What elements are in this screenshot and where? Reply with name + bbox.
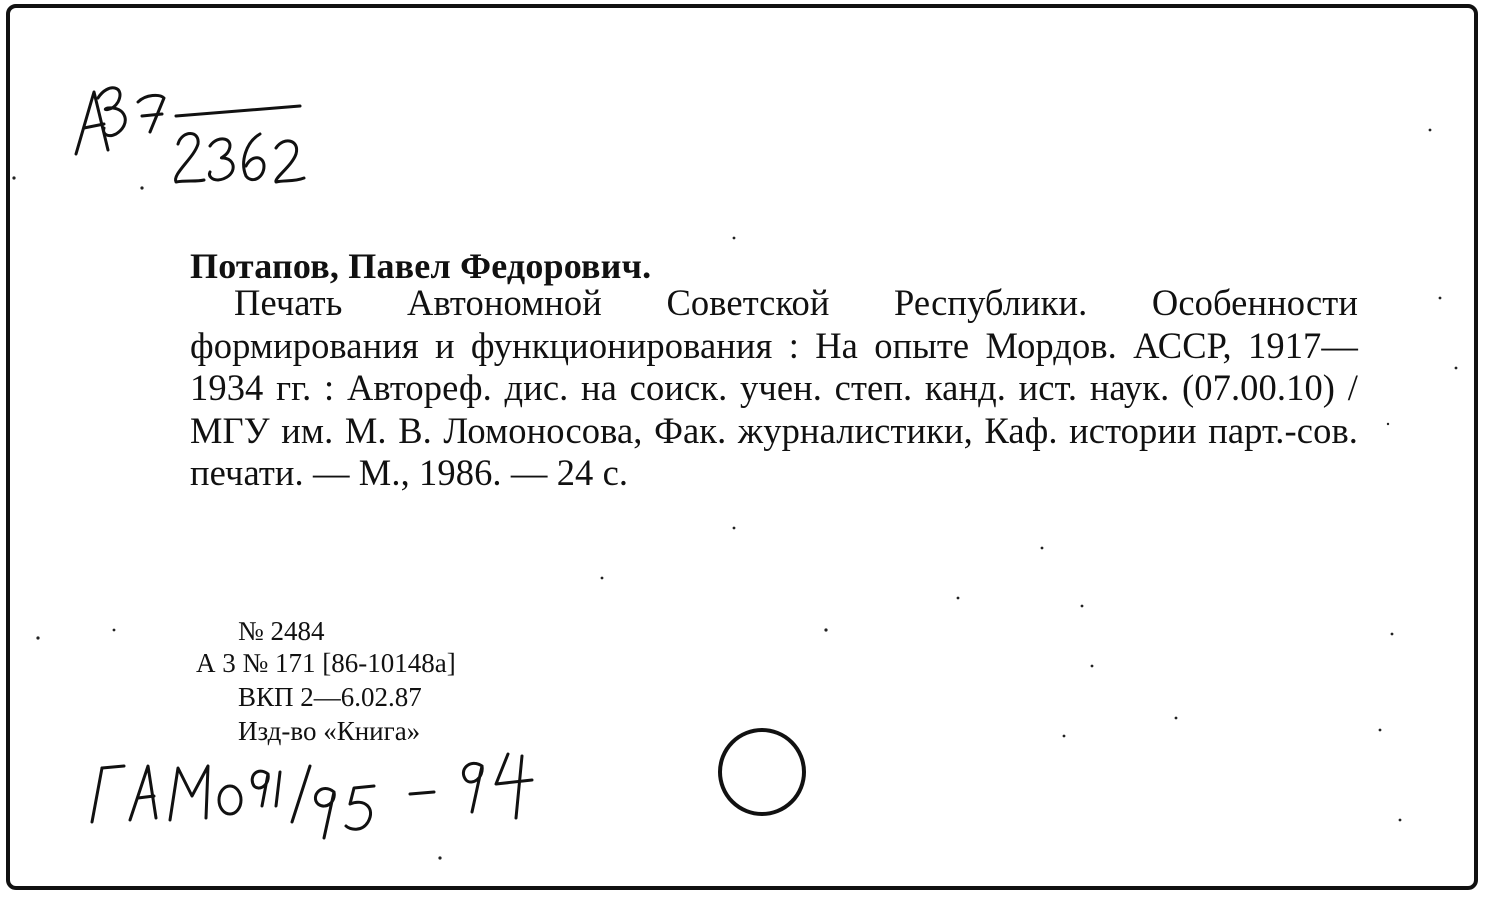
card-description: Печать Автономной Советской Республики. Особенности формирования и функционирования : На опыте Мордов. АССР, 1917—1934 гг. : Автореф. дис. на соиск. учен. степ. канд. ист. наук. (07.00.10) / МГУ им. М. В. Ломоносова, Фак. журналистики, Каф. истории парт.-сов. печати. — М., 1986. — 24 с. (190, 282, 1358, 493)
tech-publisher: Изд-во «Книга» (238, 716, 421, 746)
tech-order-line: А 3 № 171 [86-10148а] (196, 648, 456, 678)
circle-mark (716, 726, 808, 818)
tech-number: № 2484 (238, 616, 325, 646)
card-author: Потапов, Павел Федорович. (190, 246, 652, 286)
handwritten-archive-code (84, 742, 584, 846)
handwritten-shelfmark (68, 62, 328, 202)
tech-vkp-line: ВКП 2—6.02.87 (238, 682, 422, 712)
